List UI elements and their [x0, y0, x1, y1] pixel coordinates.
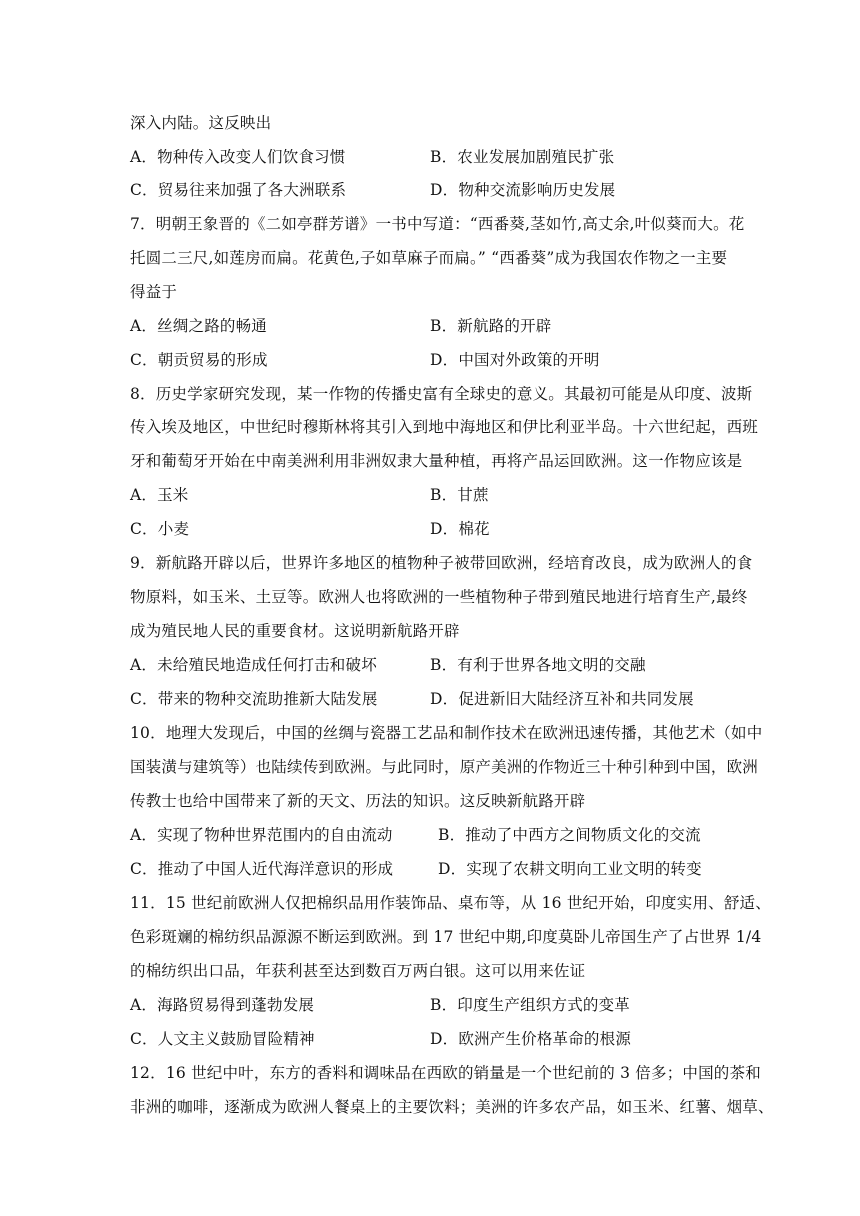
- q11-stem-line-3: 的棉纺织出口品，年获利甚至达到数百万两白银。这可以用来佐证: [130, 962, 586, 980]
- q7-option-a: A．丝绸之路的畅通: [130, 317, 267, 335]
- q9-option-d: D．促进新旧大陆经济互补和共同发展: [430, 690, 694, 708]
- q8-option-a: A．玉米: [130, 486, 189, 504]
- q9-option-c: C．带来的物种交流助推新大陆发展: [130, 690, 378, 708]
- q11-stem-line-1: 11．15 世纪前欧洲人仅把棉织品用作装饰品、桌布等，从 16 世纪开始，印度实用、舒适、: [130, 894, 771, 912]
- q8-option-c: C．小麦: [130, 520, 190, 538]
- q10-stem-line-2: 国装潢与建筑等）也陆续传到欧洲。与此同时，原产美洲的作物近三十种引种到中国，欧洲: [130, 758, 759, 776]
- q10-stem-line-3: 传教士也给中国带来了新的天文、历法的知识。这反映新航路开辟: [130, 792, 586, 810]
- q9-option-b: B．有利于世界各地文明的交融: [430, 656, 646, 674]
- q7-stem-line-3: 得益于: [130, 283, 178, 301]
- q8-option-b: B．甘蔗: [430, 486, 489, 504]
- q11-option-d: D．欧洲产生价格革命的根源: [430, 1030, 632, 1048]
- q11-option-c: C．人文主义鼓励冒险精神: [130, 1030, 315, 1048]
- q11-stem-line-2: 色彩斑斓的棉纺织品源源不断运到欧洲。到 17 世纪中期,印度莫卧儿帝国生产了占世界 1/4: [130, 928, 762, 946]
- q9-option-a: A．未给殖民地造成任何打击和破坏: [130, 656, 377, 674]
- q8-stem-line-1: 8．历史学家研究发现，某一作物的传播史富有全球史的意义。其最初可能是从印度、波斯: [130, 385, 753, 403]
- q8-stem-line-3: 牙和葡萄牙开始在中南美洲利用非洲奴隶大量种植，再将产品运回欧洲。这一作物应该是: [130, 452, 743, 470]
- q9-stem-line-2: 物原料，如玉米、土豆等。欧洲人也将欧洲的一些植物种子带到殖民地进行培育生产,最终: [130, 588, 748, 606]
- q8-stem-line-2: 传入埃及地区，中世纪时穆斯林将其引入到地中海地区和伊比利亚半岛。十六世纪起，西班: [130, 418, 759, 436]
- q7-stem-line-1: 7．明朝王象晋的《二如亭群芳谱》一书中写道：“西番葵,茎如竹,高丈余,叶似葵而大。花: [130, 215, 745, 233]
- q10-option-c: C．推动了中国人近代海洋意识的形成: [130, 860, 394, 878]
- q10-option-d: D．实现了农耕文明向工业文明的转变: [438, 860, 702, 878]
- q12-stem-line-2: 非洲的咖啡，逐渐成为欧洲人餐桌上的主要饮料；美洲的许多农产品，如玉米、红薯、烟草、: [130, 1098, 774, 1116]
- q11-option-a: A．海路贸易得到蓬勃发展: [130, 996, 315, 1014]
- q9-stem-line-3: 成为殖民地人民的重要食材。这说明新航路开辟: [130, 622, 460, 640]
- q10-stem-line-1: 10．地理大发现后，中国的丝绸与瓷器工艺品和制作技术在欧洲迅速传播，其他艺术（如中: [130, 724, 763, 742]
- q7-option-d: D．中国对外政策的开明: [430, 351, 600, 369]
- q10-option-a: A．实现了物种世界范围内的自由流动: [130, 826, 393, 844]
- q10-option-b: B．推动了中西方之间物质文化的交流: [438, 826, 701, 844]
- q6-stem-tail: 深入内陆。这反映出: [130, 114, 272, 132]
- q12-stem-line-1: 12．16 世纪中叶，东方的香料和调味品在西欧的销量是一个世纪前的 3 倍多；中国的茶和: [130, 1064, 761, 1082]
- q7-stem-line-2: 托圆二三尺,如莲房而扁。花黄色,子如草麻子而扁。” “西番葵”成为我国农作物之一主要: [130, 249, 728, 267]
- q11-option-b: B．印度生产组织方式的变革: [430, 996, 630, 1014]
- q8-option-d: D．棉花: [430, 520, 490, 538]
- q6-option-c: C．贸易往来加强了各大洲联系: [130, 181, 347, 199]
- q6-option-b: B．农业发展加剧殖民扩张: [430, 148, 615, 166]
- q9-stem-line-1: 9．新航路开辟以后，世界许多地区的植物种子被带回欧洲，经培育改良，成为欧洲人的食: [130, 554, 753, 572]
- q7-option-c: C．朝贡贸易的形成: [130, 351, 268, 369]
- q6-option-a: A．物种传入改变人们饮食习惯: [130, 148, 346, 166]
- q6-option-d: D．物种交流影响历史发展: [430, 181, 616, 199]
- q7-option-b: B．新航路的开辟: [430, 317, 552, 335]
